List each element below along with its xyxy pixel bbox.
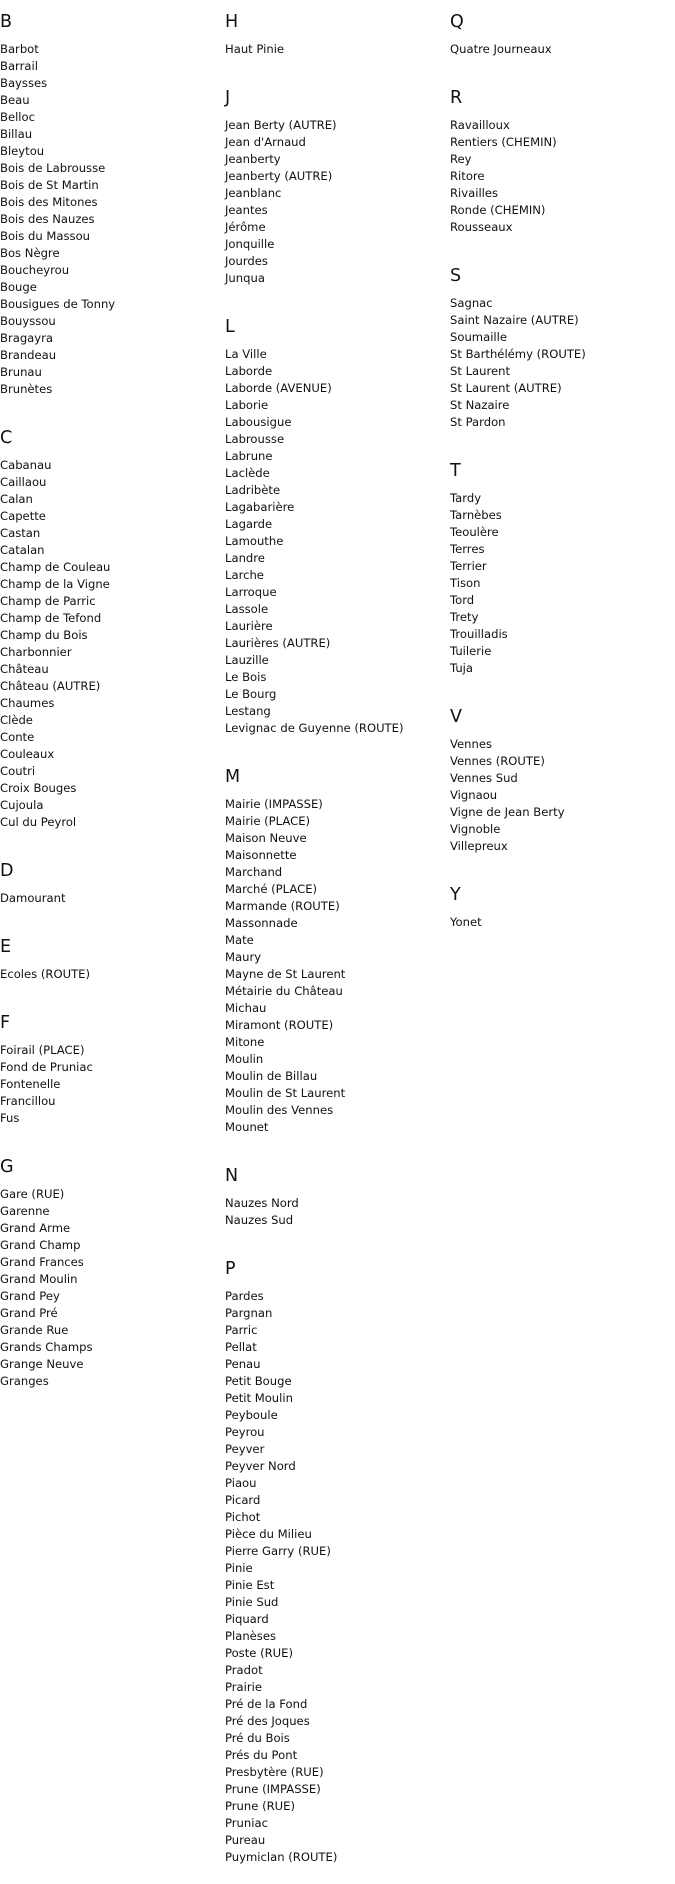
list-item: Billau	[0, 127, 33, 141]
list-item: Laborie	[225, 398, 269, 412]
list-item: Pichot	[225, 1510, 261, 1524]
group-spacer	[450, 236, 670, 254]
list-item: Mairie (PLACE)	[225, 814, 311, 828]
list-item: Maisonnette	[225, 848, 297, 862]
list-item: Jeanblanc	[225, 186, 282, 200]
list-item: Larche	[225, 568, 264, 582]
list-item: Vignoble	[450, 822, 501, 836]
list-item: Brunau	[0, 365, 42, 379]
list-item: Grande Rue	[0, 1323, 69, 1337]
list-item: Calan	[0, 492, 33, 506]
list-item: Champ de Parric	[0, 594, 96, 608]
letter-heading: J	[225, 88, 231, 108]
list-item: Grand Pré	[0, 1306, 58, 1320]
list-item: Petit Bouge	[225, 1374, 292, 1388]
letter-group-h	[225, 12, 445, 76]
list-item: Croix Bouges	[0, 781, 77, 795]
list-item: Presbytère (RUE)	[225, 1765, 324, 1779]
list-item: Bousigues de Tonny	[0, 297, 116, 311]
list-item: Haut Pinie	[225, 42, 285, 56]
list-item: Baysses	[0, 76, 48, 90]
entry-list	[225, 41, 445, 58]
group-spacer	[0, 398, 220, 416]
group-spacer	[225, 1866, 445, 1884]
list-item: Jean d'Arnaud	[225, 135, 306, 149]
list-item: Conte	[0, 730, 35, 744]
list-item: Tord	[450, 593, 475, 607]
list-item: Grange Neuve	[0, 1357, 84, 1371]
entry-list	[450, 490, 670, 677]
list-item: Jérôme	[225, 220, 266, 234]
list-item: Lestang	[225, 704, 271, 718]
list-item: Garenne	[0, 1204, 50, 1218]
list-item: Jourdes	[225, 254, 268, 268]
list-item: Pinie	[225, 1561, 253, 1575]
list-item: Parric	[225, 1323, 258, 1337]
list-item: Ronde (CHEMIN)	[450, 203, 546, 217]
list-item: Bois de Labrousse	[0, 161, 106, 175]
list-item: Pré des Joques	[225, 1714, 310, 1728]
list-item: Fus	[0, 1111, 20, 1125]
letter-group-f	[0, 1013, 220, 1145]
list-item: Chaumes	[0, 696, 55, 710]
letter-group-c	[0, 428, 220, 849]
list-item: Maison Neuve	[225, 831, 307, 845]
list-item: Massonnade	[225, 916, 298, 930]
list-item: Laborde	[225, 364, 273, 378]
letter-group-j	[225, 88, 445, 305]
list-item: Bleytou	[0, 144, 45, 158]
list-item: Jean Berty (AUTRE)	[225, 118, 337, 132]
list-item: Teoulère	[450, 525, 499, 539]
group-spacer	[0, 907, 220, 925]
list-item: Moulin des Vennes	[225, 1103, 334, 1117]
list-item: Tuilerie	[450, 644, 492, 658]
list-item: Granges	[0, 1374, 49, 1388]
list-item: Barbot	[0, 42, 39, 56]
list-item: Barrail	[0, 59, 38, 73]
list-item: Grands Champs	[0, 1340, 93, 1354]
list-item: Labrousse	[225, 432, 285, 446]
group-spacer	[0, 983, 220, 1001]
list-item: Tuja	[450, 661, 473, 675]
list-item: Petit Moulin	[225, 1391, 293, 1405]
list-item: Prés du Pont	[225, 1748, 298, 1762]
list-item: Mairie (IMPASSE)	[225, 797, 323, 811]
list-item: Champ de la Vigne	[0, 577, 110, 591]
group-spacer	[225, 1136, 445, 1154]
list-item: Damourant	[0, 891, 66, 905]
list-item: Coutri	[0, 764, 36, 778]
list-item: Pardes	[225, 1289, 264, 1303]
list-item: Couleaux	[0, 747, 55, 761]
list-item: Terrier	[450, 559, 487, 573]
entry-list	[0, 1042, 220, 1127]
list-item: Marmande (ROUTE)	[225, 899, 340, 913]
list-item: Lauzille	[225, 653, 269, 667]
group-spacer	[450, 431, 670, 449]
list-item: Labousigue	[225, 415, 292, 429]
letter-group-p	[225, 1259, 445, 1884]
letter-heading: H	[225, 12, 239, 32]
list-item: Ritore	[450, 169, 485, 183]
list-item: Brandeau	[0, 348, 57, 362]
entry-list	[0, 1186, 220, 1390]
list-item: Ravailloux	[450, 118, 510, 132]
list-item: Grand Arme	[0, 1221, 71, 1235]
list-item: Lagabarière	[225, 500, 295, 514]
list-item: Lagarde	[225, 517, 273, 531]
entry-list	[225, 346, 445, 737]
list-item: St Laurent (AUTRE)	[450, 381, 562, 395]
list-item: Trouilladis	[450, 627, 508, 641]
letter-heading: P	[225, 1259, 236, 1279]
list-item: Vennes	[450, 737, 493, 751]
list-item: Rousseaux	[450, 220, 513, 234]
letter-heading: Q	[450, 12, 464, 32]
list-item: Pièce du Milieu	[225, 1527, 312, 1541]
entry-list	[0, 890, 220, 907]
list-item: St Nazaire	[450, 398, 510, 412]
list-item: Prune (IMPASSE)	[225, 1782, 321, 1796]
list-item: Lamouthe	[225, 534, 284, 548]
list-item: Pruniac	[225, 1816, 268, 1830]
list-item: Gare (RUE)	[0, 1187, 65, 1201]
list-item: Bouge	[0, 280, 37, 294]
list-item: Picard	[225, 1493, 261, 1507]
letter-group-l	[225, 317, 445, 755]
list-item: Soumaille	[450, 330, 507, 344]
list-item: Bois des Mitones	[0, 195, 98, 209]
list-item: Puymiclan (ROUTE)	[225, 1850, 338, 1864]
list-item: Pierre Garry (RUE)	[225, 1544, 331, 1558]
list-item: Catalan	[0, 543, 45, 557]
group-spacer	[0, 831, 220, 849]
letter-group-s	[450, 266, 670, 449]
list-item: Laurières (AUTRE)	[225, 636, 331, 650]
group-spacer	[225, 58, 445, 76]
list-item: Terres	[450, 542, 485, 556]
entry-list	[450, 41, 670, 58]
list-item: Pinie Sud	[225, 1595, 279, 1609]
list-item: Larroque	[225, 585, 277, 599]
list-item: Francillou	[0, 1094, 56, 1108]
letter-group-n	[225, 1166, 445, 1247]
list-item: Laborde (AVENUE)	[225, 381, 332, 395]
entry-list	[0, 457, 220, 831]
list-item: Le Bois	[225, 670, 267, 684]
group-spacer	[450, 855, 670, 873]
list-item: Prairie	[225, 1680, 263, 1694]
list-item: Sagnac	[450, 296, 493, 310]
list-item: Grand Champ	[0, 1238, 81, 1252]
list-item: Trety	[450, 610, 479, 624]
list-item: Cul du Peyrol	[0, 815, 77, 829]
list-item: Poste (RUE)	[225, 1646, 293, 1660]
list-item: Jeanberty (AUTRE)	[225, 169, 333, 183]
entry-list	[225, 1195, 445, 1229]
list-item: Beau	[0, 93, 30, 107]
list-item: Belloc	[0, 110, 35, 124]
list-item: Moulin	[225, 1052, 264, 1066]
list-item: Mate	[225, 933, 254, 947]
list-item: Bos Nègre	[0, 246, 60, 260]
list-item: Cabanau	[0, 458, 52, 472]
list-item: Miramont (ROUTE)	[225, 1018, 334, 1032]
list-item: Ladribète	[225, 483, 281, 497]
entry-list	[0, 41, 220, 398]
list-item: Castan	[0, 526, 41, 540]
list-item: Piaou	[225, 1476, 257, 1490]
index-column-1	[0, 0, 220, 1408]
list-item: Vennes Sud	[450, 771, 518, 785]
entry-list	[450, 914, 670, 931]
list-item: Laclède	[225, 466, 270, 480]
list-item: Pradot	[225, 1663, 263, 1677]
letter-group-m	[225, 767, 445, 1154]
list-item: Peyrou	[225, 1425, 265, 1439]
list-item: Saint Nazaire (AUTRE)	[450, 313, 579, 327]
list-item: Bouyssou	[0, 314, 56, 328]
list-item: St Laurent	[450, 364, 511, 378]
letter-group-b	[0, 12, 220, 416]
letter-group-v	[450, 707, 670, 873]
group-spacer	[450, 677, 670, 695]
list-item: Ecoles (ROUTE)	[0, 967, 90, 981]
list-item: Labrune	[225, 449, 273, 463]
letter-heading: M	[225, 767, 241, 787]
list-item: Boucheyrou	[0, 263, 70, 277]
group-spacer	[0, 1390, 220, 1408]
letter-heading: S	[450, 266, 462, 286]
entry-list	[0, 966, 220, 983]
list-item: Junqua	[225, 271, 265, 285]
list-item: Fond de Pruniac	[0, 1060, 93, 1074]
list-item: Métairie du Château	[225, 984, 343, 998]
group-spacer	[225, 287, 445, 305]
letter-group-g	[0, 1157, 220, 1408]
list-item: St Pardon	[450, 415, 506, 429]
list-item: Charbonnier	[0, 645, 72, 659]
entry-list	[450, 736, 670, 855]
list-item: Rivailles	[450, 186, 499, 200]
list-item: Champ de Tefond	[0, 611, 102, 625]
list-item: Marchand	[225, 865, 283, 879]
list-item: Jeantes	[225, 203, 268, 217]
list-item: St Barthélémy (ROUTE)	[450, 347, 586, 361]
group-spacer	[450, 931, 670, 949]
list-item: Pellat	[225, 1340, 257, 1354]
list-item: Château (AUTRE)	[0, 679, 101, 693]
list-item: Mitone	[225, 1035, 265, 1049]
list-item: Champ du Bois	[0, 628, 88, 642]
letter-group-t	[450, 461, 670, 695]
group-spacer	[225, 737, 445, 755]
list-item: Vigne de Jean Berty	[450, 805, 565, 819]
list-item: Grand Frances	[0, 1255, 84, 1269]
list-item: Château	[0, 662, 49, 676]
entry-list	[225, 117, 445, 287]
letter-heading: V	[450, 707, 462, 727]
list-item: Peyver	[225, 1442, 265, 1456]
index-column-2	[225, 0, 445, 1884]
list-item: Grand Pey	[0, 1289, 60, 1303]
list-item: Caillaou	[0, 475, 47, 489]
list-item: Bois des Nauzes	[0, 212, 95, 226]
letter-heading: G	[0, 1157, 14, 1177]
list-item: Bragayra	[0, 331, 54, 345]
list-item: Mounet	[225, 1120, 269, 1134]
list-item: Cujoula	[0, 798, 44, 812]
list-item: Lassole	[225, 602, 269, 616]
list-item: Pargnan	[225, 1306, 273, 1320]
letter-group-r	[450, 88, 670, 254]
list-item: Jeanberty	[225, 152, 281, 166]
list-item: Bois du Massou	[0, 229, 91, 243]
letter-heading: B	[0, 12, 13, 32]
entry-list	[225, 796, 445, 1136]
letter-heading: D	[0, 861, 14, 881]
list-item: Marché (PLACE)	[225, 882, 318, 896]
list-item: Grand Moulin	[0, 1272, 78, 1286]
letter-group-y	[450, 885, 670, 949]
list-item: Vignaou	[450, 788, 498, 802]
list-item: Tardy	[450, 491, 482, 505]
list-item: Tison	[450, 576, 481, 590]
list-item: Maury	[225, 950, 262, 964]
entry-list	[225, 1288, 445, 1866]
list-item: Pré du Bois	[225, 1731, 290, 1745]
letter-group-d	[0, 861, 220, 925]
list-item: Yonet	[450, 915, 482, 929]
list-item: Peyver Nord	[225, 1459, 296, 1473]
list-item: Landre	[225, 551, 265, 565]
list-item: La Ville	[225, 347, 267, 361]
list-item: Capette	[0, 509, 46, 523]
list-item: Penau	[225, 1357, 261, 1371]
list-item: Bois de St Martin	[0, 178, 99, 192]
list-item: Nauzes Sud	[225, 1213, 294, 1227]
letter-group-e	[0, 937, 220, 1001]
list-item: Mayne de St Laurent	[225, 967, 346, 981]
list-item: Moulin de St Laurent	[225, 1086, 346, 1100]
group-spacer	[0, 1127, 220, 1145]
list-item: Jonquille	[225, 237, 275, 251]
letter-heading: Y	[450, 885, 461, 905]
list-item: Tarnèbes	[450, 508, 502, 522]
letter-heading: F	[0, 1013, 11, 1033]
letter-heading: E	[0, 937, 12, 957]
list-item: Rey	[450, 152, 472, 166]
letter-heading: T	[450, 461, 461, 481]
list-item: Foirail (PLACE)	[0, 1043, 85, 1057]
list-item: Brunètes	[0, 382, 53, 396]
letter-group-q	[450, 12, 670, 76]
list-item: Villepreux	[450, 839, 508, 853]
list-item: Planèses	[225, 1629, 277, 1643]
list-item: Piquard	[225, 1612, 269, 1626]
letter-heading: L	[225, 317, 235, 337]
list-item: Prune (RUE)	[225, 1799, 295, 1813]
list-item: Champ de Couleau	[0, 560, 111, 574]
list-item: Levignac de Guyenne (ROUTE)	[225, 721, 404, 735]
group-spacer	[450, 58, 670, 76]
list-item: Pré de la Fond	[225, 1697, 308, 1711]
list-item: Fontenelle	[0, 1077, 61, 1091]
list-item: Pinie Est	[225, 1578, 275, 1592]
list-item: Laurière	[225, 619, 273, 633]
entry-list	[450, 295, 670, 431]
list-item: Moulin de Billau	[225, 1069, 318, 1083]
list-item: Vennes (ROUTE)	[450, 754, 545, 768]
list-item: Clède	[0, 713, 33, 727]
list-item: Rentiers (CHEMIN)	[450, 135, 557, 149]
list-item: Michau	[225, 1001, 267, 1015]
index-column-3	[450, 0, 670, 949]
list-item: Quatre Journeaux	[450, 42, 552, 56]
list-item: Le Bourg	[225, 687, 277, 701]
letter-heading: C	[0, 428, 13, 448]
list-item: Peyboule	[225, 1408, 278, 1422]
letter-heading: R	[450, 88, 463, 108]
group-spacer	[225, 1229, 445, 1247]
entry-list	[450, 117, 670, 236]
letter-heading: N	[225, 1166, 239, 1186]
list-item: Nauzes Nord	[225, 1196, 299, 1210]
list-item: Pureau	[225, 1833, 266, 1847]
